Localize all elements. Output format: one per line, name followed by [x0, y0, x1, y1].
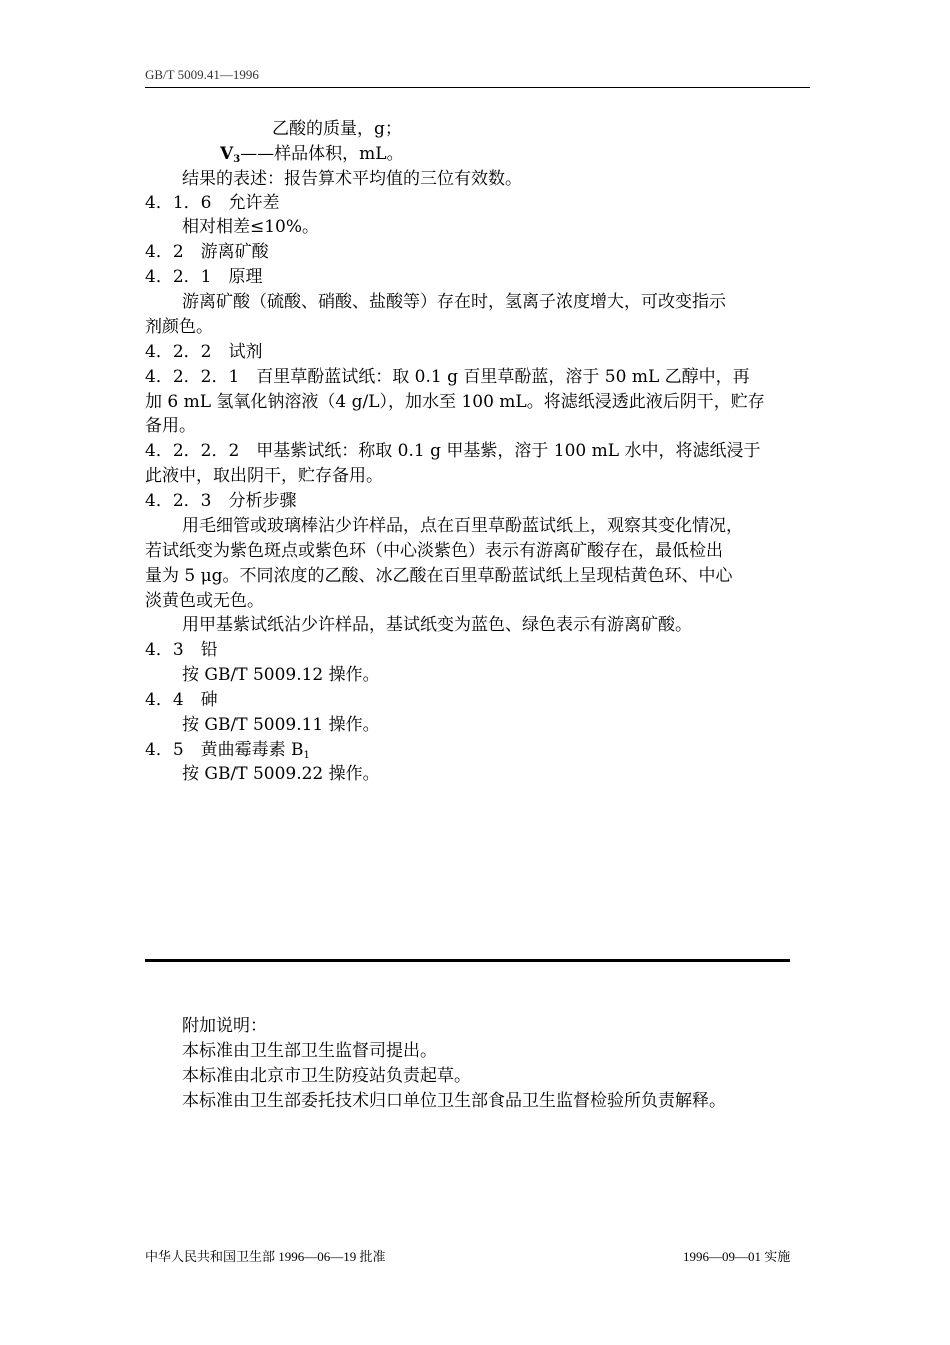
section-heading: 4．2．1 原理	[145, 267, 263, 287]
heading-text: 4．5 黄曲霉毒素 B	[145, 740, 304, 760]
document-code: GB/T 5009.41—1996	[145, 67, 259, 82]
section-heading: 4．2．3 分析步骤	[145, 491, 297, 511]
note-line: 本标准由卫生部委托技术归口单位卫生部食品卫生监督检验所负责解释。	[182, 1091, 726, 1111]
section-heading: 4．2．2 试剂	[145, 342, 263, 362]
text-line: 按 GB/T 5009.22 操作。	[182, 764, 380, 784]
text-line: 游离矿酸（硫酸、硝酸、盐酸等）存在时，氢离子浓度增大，可改变指示	[182, 292, 726, 312]
text-line: 用甲基紫试纸沾少许样品，基试纸变为蓝色、绿色表示有游离矿酸。	[182, 615, 692, 635]
text-line: 剂颜色。	[145, 317, 213, 337]
text-line: 4．2．2．2 甲基紫试纸：称取 0.1 g 甲基紫，溶于 100 mL 水中，将滤纸浸于	[145, 441, 761, 461]
text-line: 量为 5 μg。不同浓度的乙酸、冰乙酸在百里草酚蓝试纸上呈现桔黄色环、中心	[145, 566, 733, 586]
text-line: 淡黄色或无色。	[145, 591, 264, 611]
section-heading: 4．3 铅	[145, 640, 218, 660]
heading-subscript: 1	[303, 750, 310, 761]
section-separator-rule	[145, 959, 790, 962]
text-line: 乙酸的质量，g；	[272, 119, 402, 139]
text-line: 结果的表述：报告算术平均值的三位有效数。	[182, 169, 522, 189]
variable-symbol: V	[220, 144, 234, 164]
text-line: 若试纸变为紫色斑点或紫色环（中心淡紫色）表示有游离矿酸存在，最低检出	[145, 541, 723, 561]
section-heading: 4．4 砷	[145, 690, 218, 710]
text-line: 相对相差≤10%。	[182, 217, 320, 237]
text-line: 备用。	[145, 416, 196, 436]
text-line: 按 GB/T 5009.11 操作。	[182, 715, 380, 735]
text-line: 4．2．2．1 百里草酚蓝试纸：取 0.1 g 百里草酚蓝，溶于 50 mL 乙醇中，再	[145, 367, 750, 387]
section-heading: 4．1．6 允许差	[145, 193, 280, 213]
text-line: 加 6 mL 氢氧化钠溶液（4 g/L），加水至 100 mL。将滤纸浸透此液后阴干，贮存	[145, 392, 765, 412]
text-line: 用毛细管或玻璃棒沾少许样品，点在百里草酚蓝试纸上，观察其变化情况，	[182, 516, 743, 536]
text-line: 此液中，取出阴干，贮存备用。	[145, 466, 383, 486]
approval-date: 中华人民共和国卫生部 1996—06—19 批准	[145, 1249, 386, 1264]
effective-date: 1996—09—01 实施	[683, 1249, 791, 1264]
note-line: 本标准由北京市卫生防疫站负责起草。	[182, 1066, 471, 1086]
note-line: 本标准由卫生部卫生监督司提出。	[182, 1041, 437, 1061]
text-line: 按 GB/T 5009.12 操作。	[182, 665, 380, 685]
variable-description: ——样品体积，mL。	[240, 144, 404, 164]
header-rule	[145, 87, 810, 88]
variable-subscript: 3	[233, 154, 241, 165]
notes-heading: 附加说明：	[182, 1016, 267, 1036]
section-heading: 4．2 游离矿酸	[145, 242, 269, 262]
